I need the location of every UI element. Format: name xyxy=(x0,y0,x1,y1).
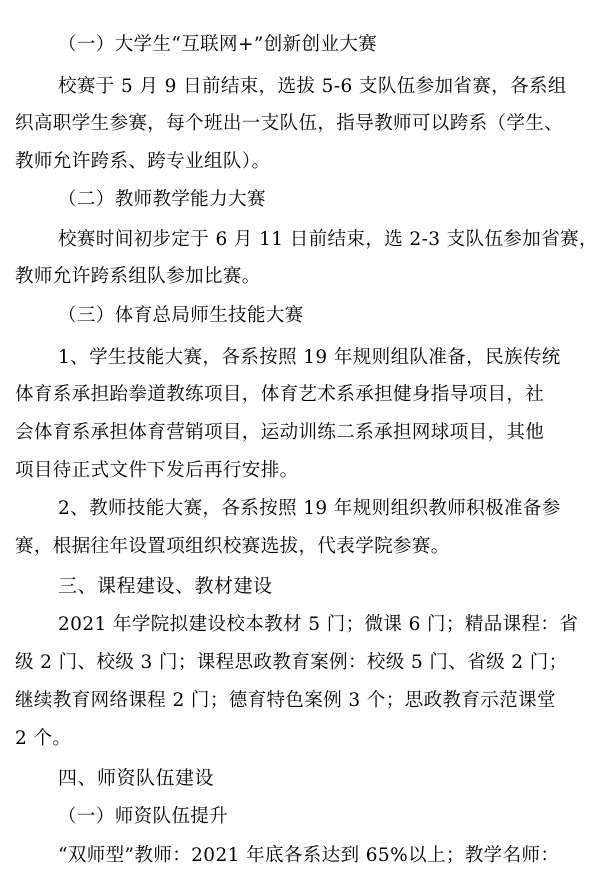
paragraph-line: 2 个。 xyxy=(15,728,72,749)
paragraph-line: 1、学生技能大赛，各系按照 19 年规则组队准备，民族传统 xyxy=(58,347,561,368)
paragraph-line: 体育系承担跆拳道教练项目，体育艺术系承担健身指导项目，社 xyxy=(15,384,545,405)
paragraph-line: 项目待正式文件下发后再行安排。 xyxy=(15,460,299,481)
section-heading-faculty-construction: 四、师资队伍建设 xyxy=(58,767,215,789)
paragraph-line: 会体育系承担体育营销项目，运动训练二系承担网球项目，其他 xyxy=(15,422,545,443)
subheading-internet-plus-contest: （一）大学生“互联网+”创新创业大赛 xyxy=(58,34,378,55)
section-heading-course-construction: 三、课程建设、教材建设 xyxy=(58,575,273,597)
paragraph-line: 2021 年学院拟建设校本教材 5 门；微课 6 门；精品课程：省 xyxy=(58,614,579,635)
paragraph-line: 2、教师技能大赛，各系按照 19 年规则组织教师积极准备参 xyxy=(58,498,561,519)
subheading-sports-skills-contest: （三）体育总局师生技能大赛 xyxy=(58,305,304,326)
paragraph-line: 教师允许跨系组队参加比赛。 xyxy=(15,266,261,287)
paragraph-line: 校赛于 5 月 9 日前结束，选拔 5-6 支队伍参加省赛，各系组 xyxy=(58,76,567,97)
paragraph-line: 继续教育网络课程 2 门；德育特色案例 3 个；思政教育示范课堂 xyxy=(15,690,556,711)
paragraph-line: “双师型”教师：2021 年底各系达到 65%以上；教学名师： xyxy=(58,845,560,866)
subheading-teaching-ability-contest: （二）教师教学能力大赛 xyxy=(58,189,266,210)
paragraph-line: 级 2 门、校级 3 门；课程思政教育案例：校级 5 门、省级 2 门； xyxy=(15,652,568,673)
paragraph-line: 教师允许跨系、跨专业组队）。 xyxy=(15,151,271,172)
paragraph-line: 织高职学生参赛，每个班出一支队伍，指导教师可以跨系（学生、 xyxy=(15,113,564,134)
paragraph-line: 赛，根据往年设置项组织校赛选拔，代表学院参赛。 xyxy=(15,536,450,557)
paragraph-line: 校赛时间初步定于 6 月 11 日前结束，选 2-3 支队伍参加省赛， xyxy=(58,229,598,250)
subheading-faculty-improvement: （一）师资队伍提升 xyxy=(58,806,229,827)
